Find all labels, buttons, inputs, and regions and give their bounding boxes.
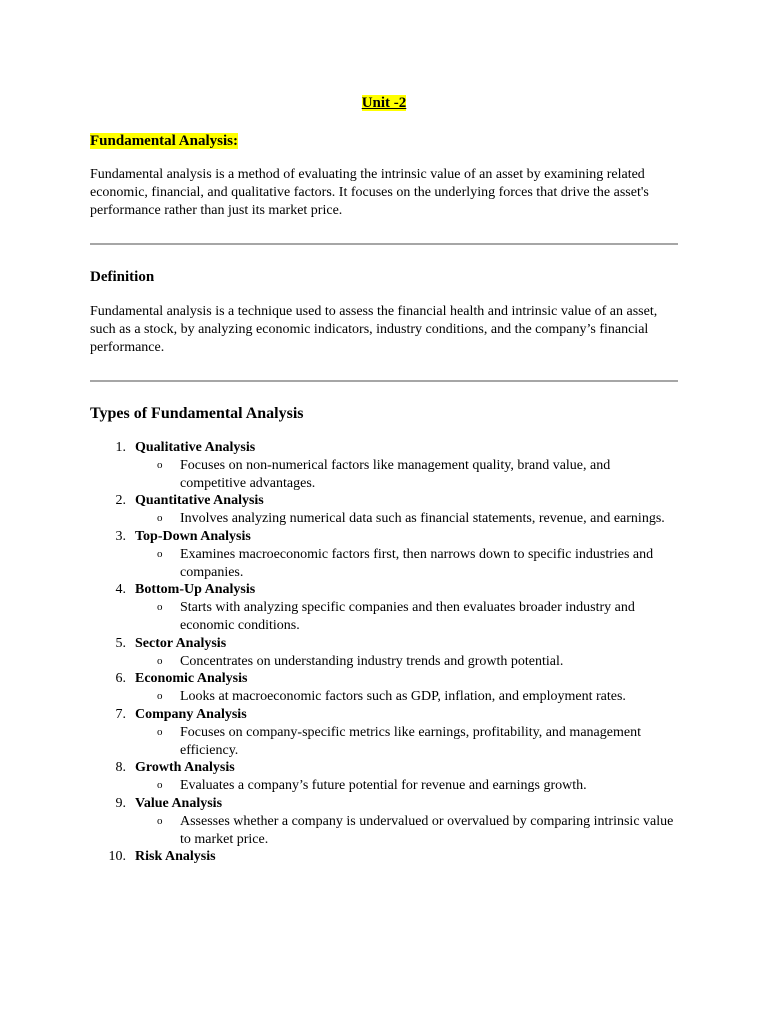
sub-list	[135, 777, 678, 795]
sub-list-item	[135, 653, 678, 671]
sub-list	[135, 510, 678, 528]
sub-list	[135, 546, 678, 582]
types-heading: Types of Fundamental Analysis	[90, 405, 304, 422]
list-item	[90, 581, 678, 634]
list-item-number: 9.	[115, 795, 126, 811]
hollow-bullet-icon: o	[157, 601, 163, 614]
unit-title-text: Unit -2	[361, 95, 407, 111]
list-item-number: 3.	[115, 528, 126, 544]
list-item-title: Value Analysis	[135, 795, 223, 811]
sub-list-item-text: Looks at macroeconomic factors such as GDP, inflation, and employment rates.	[180, 689, 626, 705]
sub-list-item-text: Assesses whether a company is undervalued or overvalued by comparing intrinsic value to market price.	[180, 813, 674, 847]
hollow-bullet-icon: o	[157, 458, 163, 471]
sub-list-item	[135, 777, 678, 795]
list-item	[90, 492, 678, 528]
sub-list	[135, 724, 678, 760]
list-item-title: Quantitative Analysis	[135, 493, 264, 509]
list-item	[90, 848, 678, 866]
list-item-number: 2.	[115, 493, 126, 509]
hollow-bullet-icon: o	[157, 547, 163, 560]
list-item	[90, 528, 678, 581]
list-item-number: 10.	[108, 849, 126, 865]
sub-list-item-text: Focuses on company-specific metrics like earnings, profitability, and management efficiency.	[180, 724, 641, 758]
list-item-number: 5.	[115, 635, 126, 651]
sub-list-item-text: Starts with analyzing specific companies and then evaluates broader industry and economic conditions.	[180, 600, 635, 633]
definition-heading: Definition	[90, 269, 155, 285]
list-item	[90, 670, 678, 706]
section-divider-1	[90, 243, 678, 245]
list-item-number: 1.	[115, 440, 126, 455]
hollow-bullet-icon: o	[157, 654, 163, 667]
sub-list-item	[135, 688, 678, 706]
sub-list-item	[135, 599, 678, 635]
list-item-title: Top-Down Analysis	[135, 528, 251, 544]
sub-list-item	[135, 546, 678, 582]
list-item-title: Qualitative Analysis	[135, 440, 256, 455]
list-item-title: Company Analysis	[135, 706, 247, 722]
sub-list-item-text: Involves analyzing numerical data such as financial statements, revenue, and earnings.	[180, 511, 665, 527]
list-item	[90, 759, 678, 795]
hollow-bullet-icon: o	[157, 725, 163, 738]
intro-heading	[90, 131, 678, 151]
list-item	[90, 706, 678, 759]
hollow-bullet-icon: o	[157, 779, 163, 792]
list-item-title: Risk Analysis	[135, 849, 216, 865]
sub-list-item	[135, 813, 678, 849]
definition-paragraph: Fundamental analysis is a technique used to assess the financial health and intrinsic value of an asset, such as a stock, by analyzing economic indicators, industry conditions, and the company’s financial performance.	[90, 304, 658, 355]
sub-list	[135, 813, 678, 849]
sub-list	[135, 599, 678, 635]
list-item	[90, 795, 678, 848]
sub-list	[135, 457, 678, 493]
types-list	[90, 439, 678, 866]
list-item-number: 7.	[115, 706, 126, 722]
document-content	[90, 93, 678, 866]
sub-list-item-text: Evaluates a company’s future potential for revenue and earnings growth.	[180, 778, 587, 794]
sub-list-item	[135, 457, 678, 493]
sub-list-item-text: Concentrates on understanding industry trends and growth potential.	[180, 653, 564, 669]
list-item-title: Economic Analysis	[135, 671, 248, 687]
list-item-title: Growth Analysis	[135, 760, 235, 776]
hollow-bullet-icon: o	[157, 512, 163, 525]
sub-list-item-text: Examines macroeconomic factors first, then narrows down to specific industries and companies.	[180, 546, 654, 580]
sub-list	[135, 653, 678, 671]
list-item-number: 8.	[115, 760, 126, 776]
list-item-number: 6.	[115, 671, 126, 687]
hollow-bullet-icon: o	[157, 814, 163, 827]
sub-list-item	[135, 724, 678, 760]
intro-paragraph: Fundamental analysis is a method of evaluating the intrinsic value of an asset by examining related economic, financial, and qualitative factors. It focuses on the underlying forces that drive the asset's performance rather than just its market price.	[90, 167, 649, 218]
list-item	[90, 635, 678, 671]
list-item	[90, 439, 678, 492]
list-item-title: Sector Analysis	[135, 635, 227, 651]
list-item-number: 4.	[115, 582, 126, 598]
section-divider-2	[90, 380, 678, 382]
hollow-bullet-icon: o	[157, 690, 163, 703]
sub-list-item	[135, 510, 678, 528]
unit-title	[90, 93, 678, 113]
sub-list	[135, 688, 678, 706]
list-item-title: Bottom-Up Analysis	[135, 582, 256, 598]
intro-heading-text: Fundamental Analysis:	[90, 133, 238, 149]
sub-list-item-text: Focuses on non-numerical factors like management quality, brand value, and competitive advantages.	[180, 457, 611, 491]
